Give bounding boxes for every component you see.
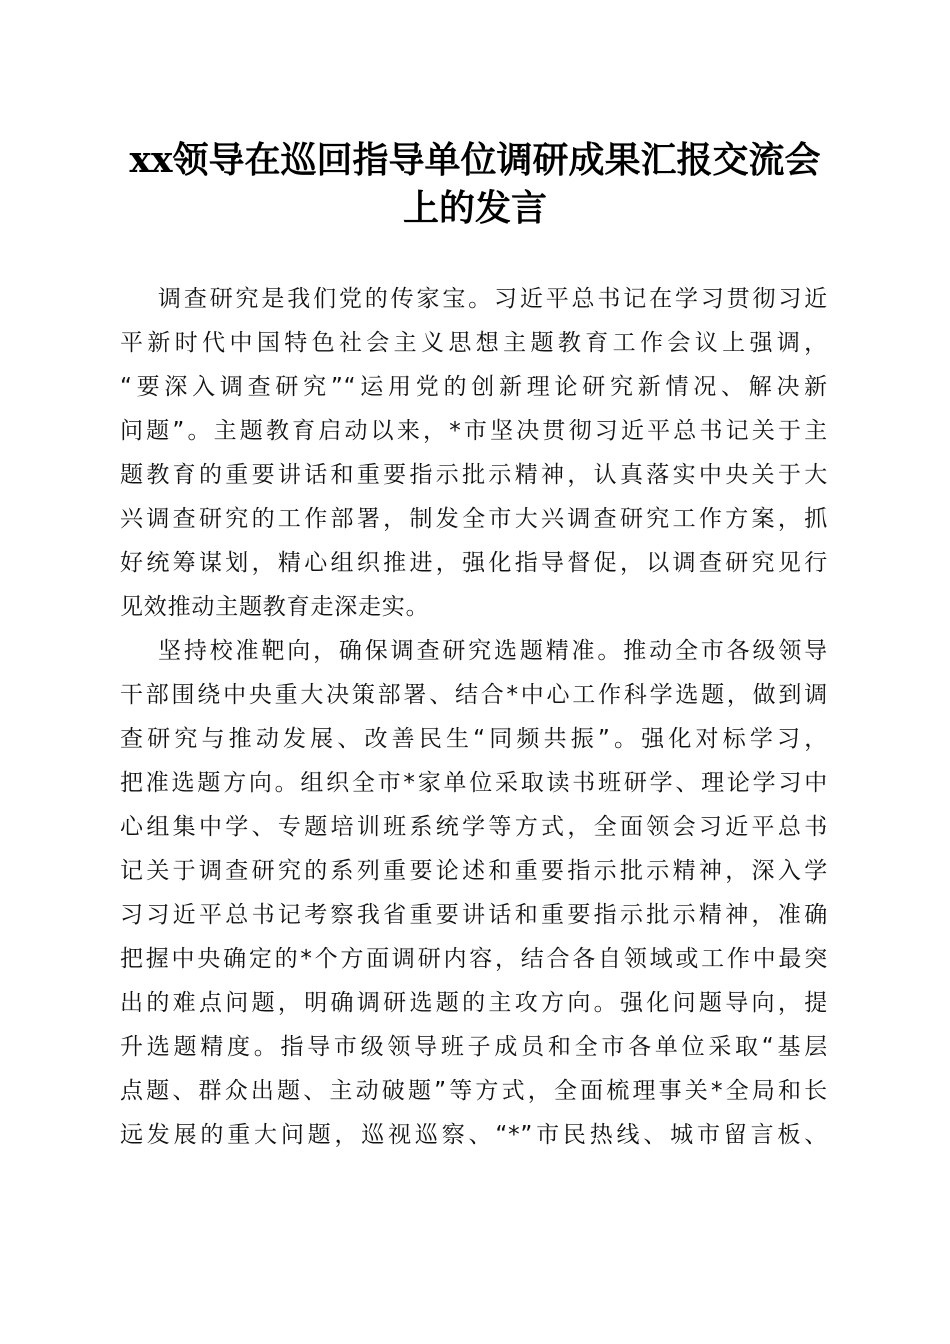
- text-line: 查研究与推动发展、改善民生“同频共振”。强化对标学习，: [120, 726, 828, 752]
- text-line: 出的难点问题，明确调研选题的主攻方向。强化问题导向，提: [120, 990, 828, 1016]
- text-line: 坚持校准靶向，确保调查研究选题精准。推动全市各级领导: [158, 638, 828, 664]
- text-line: 点题、群众出题、主动破题”等方式，全面梳理事关*全局和长: [120, 1078, 828, 1104]
- text-line: 题教育的重要讲话和重要指示批示精神，认真落实中央关于大: [120, 462, 828, 488]
- text-line: 把握中央确定的*个方面调研内容，结合各自领域或工作中最突: [120, 946, 828, 972]
- paragraph-2: [120, 629, 828, 1157]
- document-body: [120, 277, 828, 1157]
- paragraph-1: [120, 277, 828, 629]
- text-line: 问题”。主题教育启动以来，*市坚决贯彻习近平总书记关于主: [120, 418, 828, 444]
- text-line: 兴调查研究的工作部署，制发全市大兴调查研究工作方案，抓: [120, 506, 828, 532]
- text-line: 平新时代中国特色社会主义思想主题教育工作会议上强调，: [120, 330, 828, 356]
- text-line: 把准选题方向。组织全市*家单位采取读书班研学、理论学习中: [120, 770, 828, 796]
- text-line: 远发展的重大问题，巡视巡察、“*”市民热线、城市留言板、: [120, 1122, 828, 1148]
- text-line: 调查研究是我们党的传家宝。习近平总书记在学习贯彻习近: [158, 286, 828, 312]
- text-line: 习习近平总书记考察我省重要讲话和重要指示批示精神，准确: [120, 902, 828, 928]
- text-line: 升选题精度。指导市级领导班子成员和全市各单位采取“基层: [120, 1034, 828, 1060]
- page-title: [100, 136, 850, 232]
- title-line-1: xx领导在巡回指导单位调研成果汇报交流会: [129, 139, 821, 181]
- text-line: “要深入调查研究”“运用党的创新理论研究新情况、解决新: [120, 374, 828, 400]
- text-line: 好统筹谋划，精心组织推进，强化指导督促，以调查研究见行: [120, 550, 828, 576]
- text-line: 见效推动主题教育走深走实。: [120, 594, 430, 620]
- title-line-2: 上的发言: [402, 187, 547, 229]
- text-line: 心组集中学、专题培训班系统学等方式，全面领会习近平总书: [120, 814, 828, 840]
- text-line: 记关于调查研究的系列重要论述和重要指示批示精神，深入学: [120, 858, 828, 884]
- text-line: 干部围绕中央重大决策部署、结合*中心工作科学选题，做到调: [120, 682, 828, 708]
